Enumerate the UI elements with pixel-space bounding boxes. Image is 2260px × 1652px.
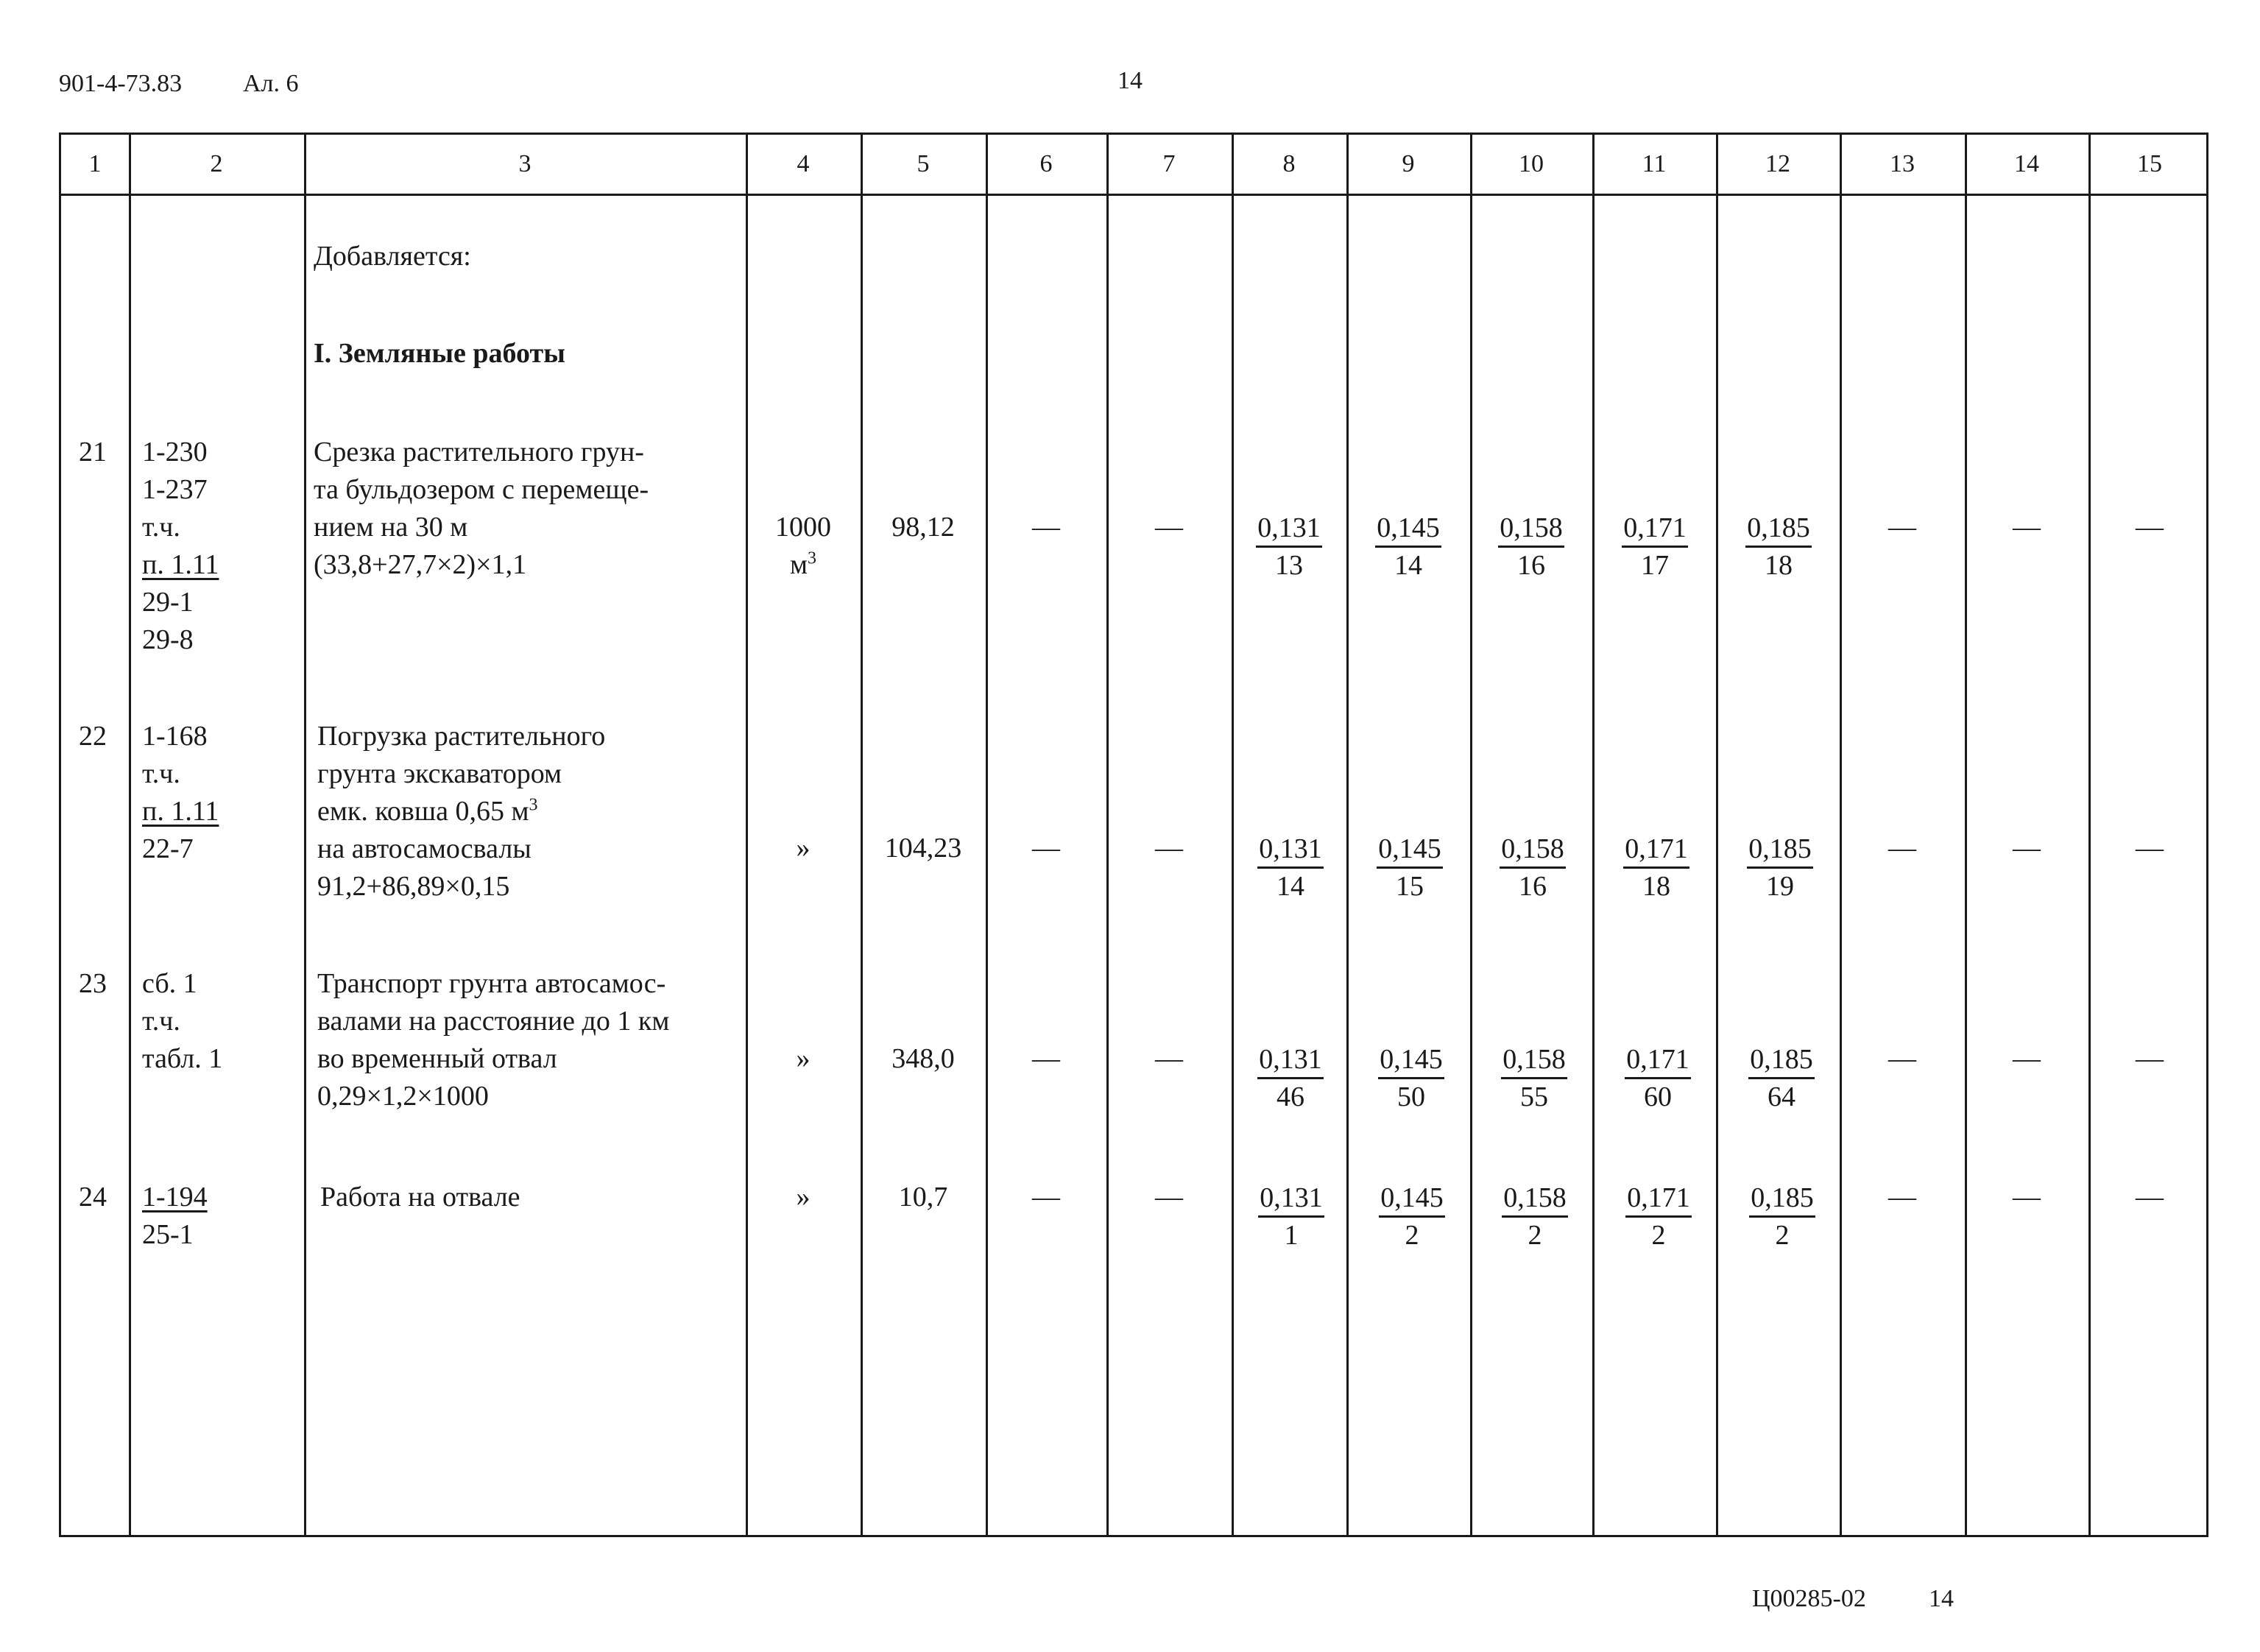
dash-cell: — [2136, 1043, 2164, 1074]
rate-fraction: $\frac{0,158}{55}$ [1494, 1042, 1575, 1115]
rate-fraction: $\frac{0,131}{46}$ [1250, 1042, 1331, 1115]
dash-cell: — [2136, 512, 2164, 543]
row-number: 23 [79, 968, 107, 999]
column-number: 10 [1519, 150, 1544, 177]
column-number: 2 [210, 150, 223, 177]
row-quantity: 10,7 [898, 1182, 948, 1212]
column-divider [1346, 135, 1349, 1535]
row-quantity: 348,0 [891, 1043, 955, 1074]
rate-fraction: $\frac{0,185}{64}$ [1741, 1042, 1822, 1115]
rate-fraction: $\frac{0,131}{14}$ [1250, 831, 1331, 904]
rate-fraction: $\frac{0,185}{18}$ [1738, 510, 1819, 583]
intro-text: Добавляется: [314, 241, 471, 272]
dash-cell: — [1155, 1043, 1183, 1074]
column-number: 3 [518, 150, 532, 177]
row-quantity: 98,12 [891, 512, 955, 543]
rate-fraction: $\frac{0,185}{2}$ [1742, 1180, 1823, 1253]
dash-cell: — [2013, 1182, 2041, 1212]
dash-cell: — [1032, 1043, 1060, 1074]
dash-cell: — [1888, 833, 1916, 864]
row-description: Срезка растительного грун- та бульдозером с перемеще- нием на 30 м (33,8+27,7×2)×1,1 [314, 437, 649, 580]
column-number: 12 [1765, 150, 1790, 177]
footer-document-code: Ц00285-02 [1752, 1585, 1866, 1612]
rate-fraction: $\frac{0,185}{19}$ [1740, 831, 1821, 904]
column-divider [1716, 135, 1718, 1535]
row-reference: сб. 1 т.ч. табл. 1 [142, 968, 223, 1074]
column-number: 7 [1162, 150, 1176, 177]
page-number: 14 [1117, 67, 1143, 94]
column-divider [1470, 135, 1472, 1535]
row-reference: 1-230 1-237 т.ч. п. 1.11 29-1 29-8 [142, 437, 219, 655]
dash-cell: — [1032, 1182, 1060, 1212]
row-unit: 1000 $м^3$ [775, 512, 831, 580]
rate-fraction: $\frac{0,145}{14}$ [1368, 510, 1449, 583]
column-divider [1232, 135, 1234, 1535]
column-divider [1592, 135, 1595, 1535]
dash-cell: — [1888, 1043, 1916, 1074]
rate-fraction: $\frac{0,131}{1}$ [1251, 1180, 1332, 1253]
column-divider [304, 135, 306, 1535]
dash-cell: — [2136, 833, 2164, 864]
row-reference: 1-194 25-1 [142, 1182, 208, 1250]
row-description: Погрузка растительного грунта экскаватором емк. ковша 0,65 $м^3$ на автосамосвалы 91,2+86,89×0,15 [317, 721, 606, 902]
column-number: 11 [1642, 150, 1667, 177]
column-divider [129, 135, 131, 1535]
row-number: 22 [79, 721, 107, 752]
dash-cell: — [2013, 512, 2041, 543]
rate-fraction: $\frac{0,171}{18}$ [1616, 831, 1697, 904]
column-number: 8 [1282, 150, 1296, 177]
column-number: 5 [917, 150, 930, 177]
rate-fraction: $\frac{0,158}{16}$ [1492, 831, 1573, 904]
sheet-label: Ал. 6 [243, 70, 299, 97]
row-description: Работа на отвале [320, 1182, 520, 1212]
dash-cell: — [1155, 512, 1183, 543]
column-number: 1 [88, 150, 102, 177]
column-number: 4 [797, 150, 810, 177]
rate-fraction: $\frac{0,145}{15}$ [1369, 831, 1450, 904]
rate-fraction: $\frac{0,145}{50}$ [1371, 1042, 1452, 1115]
dash-cell: — [1155, 833, 1183, 864]
rate-fraction: $\frac{0,171}{60}$ [1617, 1042, 1698, 1115]
row-number: 21 [79, 437, 107, 467]
rate-fraction: $\frac{0,171}{2}$ [1618, 1180, 1699, 1253]
estimate-table [59, 133, 2208, 1537]
document-code: 901-4-73.83 [59, 70, 183, 97]
rate-fraction: $\frac{0,131}{13}$ [1249, 510, 1329, 583]
row-description: Транспорт грунта автосамос- валами на расстояние до 1 км во временный отвал 0,29×1,2×1000 [317, 968, 670, 1112]
section-title: I. Земляные работы [314, 338, 565, 369]
column-number: 13 [1890, 150, 1915, 177]
column-number: 9 [1402, 150, 1415, 177]
dash-cell: — [1032, 833, 1060, 864]
row-unit: » [796, 833, 811, 864]
row-unit: » [796, 1043, 811, 1074]
dash-cell: — [2013, 833, 2041, 864]
dash-cell: — [2013, 1043, 2041, 1074]
row-quantity: 104,23 [884, 833, 962, 864]
row-reference: 1-168 т.ч. п. 1.11 22-7 [142, 721, 219, 864]
footer-page-number: 14 [1929, 1585, 1954, 1612]
rate-fraction: $\frac{0,158}{2}$ [1494, 1180, 1575, 1253]
column-number: 14 [2014, 150, 2039, 177]
row-number: 24 [79, 1182, 107, 1212]
dash-cell: — [1032, 512, 1060, 543]
dash-cell: — [2136, 1182, 2164, 1212]
rate-fraction: $\frac{0,145}{2}$ [1371, 1180, 1452, 1253]
dash-cell: — [1155, 1182, 1183, 1212]
rate-fraction: $\frac{0,158}{16}$ [1491, 510, 1572, 583]
dash-cell: — [1888, 1182, 1916, 1212]
rate-fraction: $\frac{0,171}{17}$ [1614, 510, 1695, 583]
column-number: 15 [2137, 150, 2162, 177]
header-separator [61, 194, 2206, 196]
dash-cell: — [1888, 512, 1916, 543]
column-number: 6 [1039, 150, 1053, 177]
row-unit: » [796, 1182, 811, 1212]
